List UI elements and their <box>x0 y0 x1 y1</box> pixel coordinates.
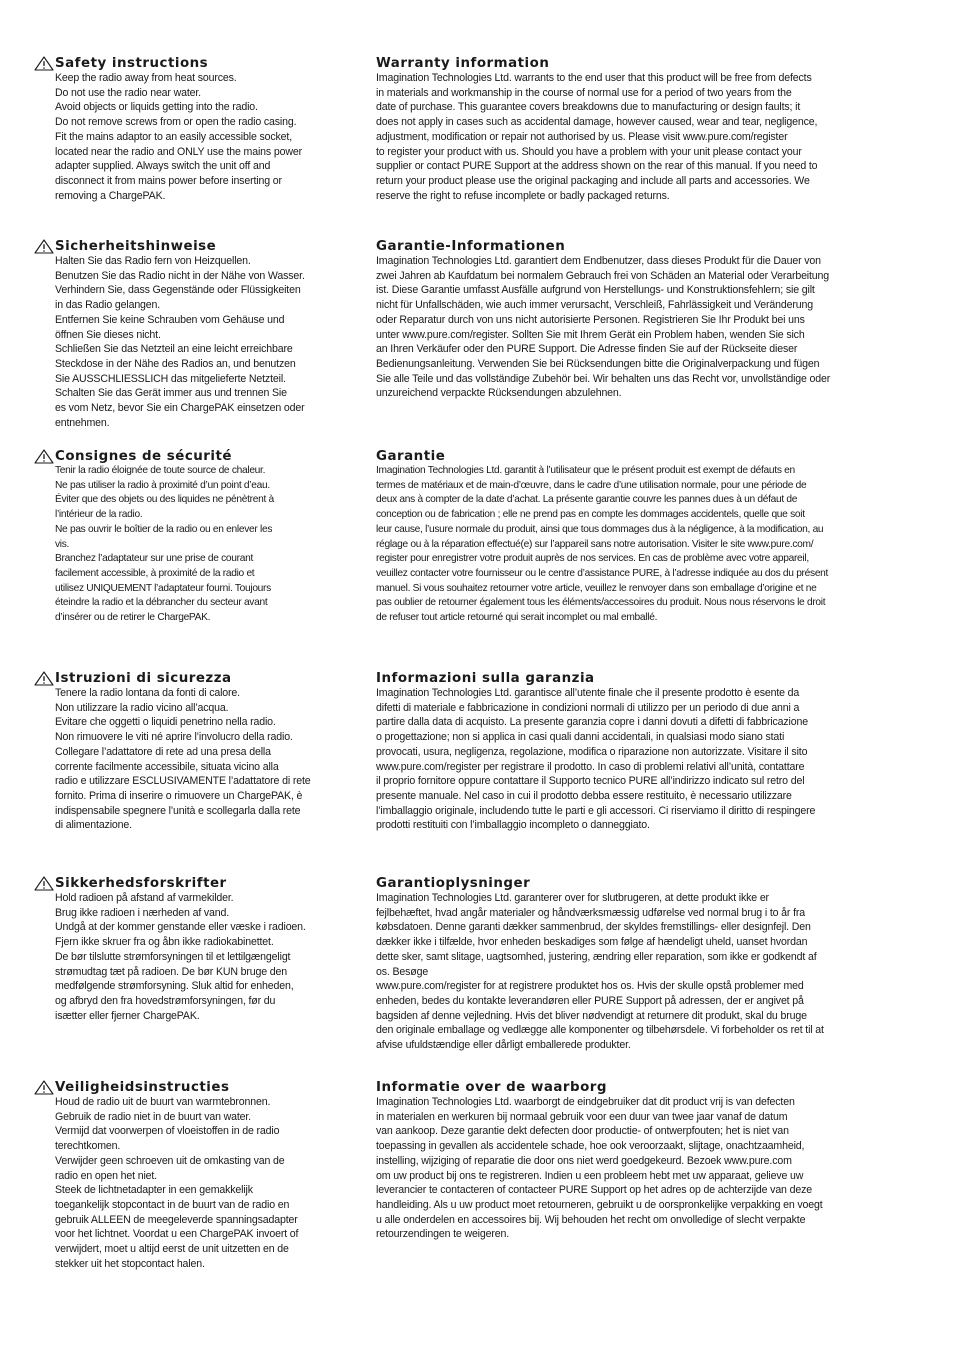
safety-text-fr: Tenir la radio éloignée de toute source de chaleur. Ne pas utiliser la radio à proximité d’un point d’eau. Éviter que des objets ou des liquides ne pénètrent à l’intérieur de la radio. Ne pas ouvrir le boîtier de la radio ou en enlever les vis. Branchez l’adaptateur sur une prise de courant facilement accessible, à proximité de la radio et utilisez UNIQUEMENT l’adaptateur fourni. Toujours éteindre la radio et la débrancher du secteur avant d’insérer ou de retirer le ChargePAK. <box>55 465 274 624</box>
safety-text-de: Halten Sie das Radio fern von Heizquellen. Benutzen Sie das Radio nicht in der Nähe von Wasser. Verhindern Sie, dass Gegenstände oder Flüssigkeiten in das Radio gelangen. Entfernen Sie keine Schrauben vom Gehäuse und öffnen Sie dieses nicht. Schließen Sie das Netzteil an eine leicht erreichbare Steckdose in der Nähe des Radios an, und benutzen Sie AUSSCHLIESSLICH das mitgelieferte Netzteil. Schalten Sie das Gerät immer aus und trennen Sie es vom Netz, bevor Sie ein ChargePAK einsetzen oder entnehmen. <box>55 255 305 429</box>
safety-text-it: Tenere la radio lontana da fonti di calore. Non utilizzare la radio vicino all’acqua. Evitare che oggetti o liquidi penetrino nella radio. Non rimuovere le viti né aprire l’involucro della radio. Collegare l’adattatore di rete ad una presa della corrente facilmente accessibile, situata vicino alla radio e utilizzare ESCLUSIVAMENTE l’adattatore di rete fornito. Prima di inserire o rimuovere un ChargePAK, è indispensabile spegnere l’unità e scollegarla dalla rete di alimentazione. <box>55 687 311 832</box>
safety-heading-de <box>34 239 346 254</box>
warning-icon <box>34 449 54 464</box>
safety-heading-en <box>34 56 346 71</box>
safety-heading-text: Veiligheidsinstructies <box>55 1080 230 1095</box>
safety-heading-text: Consignes de sécurité <box>55 449 232 464</box>
safety-text-en: Keep the radio away from heat sources. Do not use the radio near water. Avoid objects or liquids getting into the radio. Do not remove screws from or open the radio casing. Fit the mains adaptor to an easily accessible socket, located near the radio and ONLY use the mains power adapter supplied. Always switch the unit off and disconnect it from mains power before inserting or removing a ChargePAK. <box>55 72 302 202</box>
safety-heading-da <box>34 876 346 891</box>
warranty-text-it: Imagination Technologies Ltd. garantisce all’utente finale che il presente prodotto è esente da difetti di materiale e fabbricazione in condizioni normali di utilizzo per un periodo di due anni a partire dalla data di acquisto. La presente garanzia copre i danni dovuti a difetti di fabbricazione o progettazione; non si applica in casi quali danni accidentali, in qualsiasi modo siano stati provocati, usura, negligenza, regolazione, modifica o riparazione non autorizzate. Visitare il sito www.pure.com/register per registrare il prodotto. In caso di problemi relativi all’unità, contattare il proprio fornitore oppure contattare il Supporto tecnico PURE all’indirizzo indicato sul retro del presente manuale. Nel caso in cui il prodotto debba essere restituito, è necessario utilizzare l’imballaggio originale, includendo tutte le parti e gli accessori. Ci riserviamo il diritto di respingere prodotti restituiti con l’imballaggio incompleto o danneggiato. <box>376 687 816 832</box>
warranty-text-en: Imagination Technologies Ltd. warrants to the end user that this product will be free from defects in materials and workmanship in the course of normal use for a period of two years from the date of purchase. This guarantee covers breakdowns due to manufacturing or design faults; it does not apply in cases such as accidental damage, however caused, wear and tear, negligence, adjustment, modification or repair not authorised by us. Please visit www.pure.com/register to register your product with us. Should you have a problem with your unit please contact your supplier or contact PURE Support at the address shown on the rear of this manual. If you need to return your product please use the original packaging and include all parts and accessories. We reserve the right to refuse incomplete or badly packaged returns. <box>376 72 818 202</box>
warranty-heading-de: Garantie-Informationen <box>376 239 566 254</box>
safety-section-de <box>34 239 346 430</box>
safety-section-fr <box>34 449 346 626</box>
safety-heading-fr <box>34 449 346 464</box>
safety-section-it <box>34 671 346 833</box>
safety-section-en <box>34 56 346 203</box>
safety-heading-text: Sikkerhedsforskrifter <box>55 876 227 891</box>
warranty-heading-fr: Garantie <box>376 449 446 464</box>
safety-heading-text: Sicherheitshinweise <box>55 239 217 254</box>
warning-icon <box>34 239 54 254</box>
warranty-text-de: Imagination Technologies Ltd. garantiert dem Endbenutzer, dass dieses Produkt für die Dauer von zwei Jahren ab Kaufdatum bei normalem Gebrauch frei von Schäden an Material oder Verarbeitung ist. Diese Garantie umfasst Ausfälle aufgrund von Herstellungs- und Konstruktionsfehlern; sie gilt nicht für Unfallschäden, wie auch immer verursacht, Verschleiß, Fahrlässigkeit und Veränderung oder Reparatur durch von uns nicht autorisierte Personen. Registrieren Sie Ihr Produkt bei uns unter www.pure.com/register. Sollten Sie mit Ihrem Gerät ein Problem haben, wenden Sie sich an Ihren Verkäufer oder den PURE Support. Die Adresse finden Sie auf der Rückseite dieser Bedienungsanleitung. Verwenden Sie bei Rücksendungen bitte die Originalverpackung und fügen Sie alle Teile und das vollständige Zubehör bei. Wir behalten uns das Recht vor, unvollständige oder unzureichend verpackte Rücksendungen abzulehnen. <box>376 255 831 400</box>
safety-heading-text: Istruzioni di sicurezza <box>55 671 232 686</box>
warranty-heading-it: Informazioni sulla garanzia <box>376 671 595 686</box>
warranty-text-fr: Imagination Technologies Ltd. garantit à l’utilisateur que le présent produit est exempt de défauts en termes de matériaux et de main-d’œuvre, dans le cadre d’une utilisation normale, pour une période de deux ans à compter de la date d’achat. La présente garantie couvre les pannes dues à un défaut de conception ou de fabrication ; elle ne prend pas en compte les dommages accidentels, quelle que soit leur cause, l’usure normale du produit, ainsi que tous dommages dus à la négligence, à la modification, au réglage ou à la réparation effectué(e) sur l’appareil sans notre autorisation. Visiter le site www.pure.com/ register pour enregistrer votre produit auprès de nos services. En cas de problème avec votre appareil, veuillez contacter votre fournisseur ou le centre d’assistance PURE, à l’adresse indiquée au dos du présent manuel. Si vous souhaitez retourner votre article, veuillez le renvoyer dans son emballage d’origine et ne pas oublier de retourner également tous les éléments/accessoires du produit. Nous nous réservons le droit de refuser tout article retourné qui serait incomplet ou mal emballé. <box>376 465 829 624</box>
warranty-text-da: Imagination Technologies Ltd. garanterer over for slutbrugeren, at dette produkt ikke er fejlbehæftet, hvad angår materialer og håndværksmæssig udførelse ved normal brug i to år fra købsdatoen. Denne garanti dækker sammenbrud, der skyldes fremstillings- eller designfejl. Den dækker ikke i tilfælde, hvor enheden beskadiges som følge af hændeligt uheld, uanset hvordan dette sker, samt slitage, uagtsomhed, justering, ændring eller reparation, som ikke er godkendt af os. Besøge www.pure.com/register for at registrere produktet hos os. Hvis der skulle opstå problemer med enheden, bedes du kontakte leverandøren eller PURE Support på adressen, der er angivet på bagsiden af denne vejledning. Hvis det bliver nødvendigt at returnere dit produkt, skal du bruge den originale emballage og vedlægge alle komponenter og tilbehørsdele. Vi forbeholder os ret til at afvise ufuldstændige eller dårligt emballerede produkter. <box>376 892 824 1052</box>
safety-heading-it <box>34 671 346 686</box>
safety-text-da: Hold radioen på afstand af varmekilder. Brug ikke radioen i nærheden af vand. Undgå at der kommer genstande eller væske i radioen. Fjern ikke skruer fra og åbn ikke radiokabinettet. De bør tilslutte strømforsyningen til et lettilgængeligt strømudtag tæt på radioen. De bør KUN bruge den medfølgende strømforsyning. Sluk altid for enheden, og afbryd den fra hovedstrømforsyningen, før du isætter eller fjerner ChargePAK. <box>55 892 306 1022</box>
safety-section-nl <box>34 1080 346 1271</box>
warning-icon <box>34 1080 54 1095</box>
warranty-section-da <box>376 876 900 1053</box>
warranty-text-nl: Imagination Technologies Ltd. waarborgt de eindgebruiker dat dit product vrij is van defecten in materialen en werkuren bij normaal gebruik voor een duur van twee jaar vanaf de datum van aankoop. Deze garantie dekt defecten door productie- of ontwerpfouten; het is niet van toepassing in gevallen als accidentele schade, hoe ook veroorzaakt, slijtage, onachtzaamheid, instelling, wijziging of reparatie die door ons niet werd goedgekeurd. Bezoek www.pure.com om uw product bij ons te registreren. Indien u een probleem hebt met uw apparaat, gelieve uw leverancier te contacteren of contacteer PURE Support op het adres op de achterzijde van deze handleiding. Als u uw product moet retourneren, gebruikt u de oorspronkelijke verpakking en voegt u alle onderdelen en accessoires bij. Wij behouden het recht om onvolledige of slecht verpakte retourzendingen te weigeren. <box>376 1096 823 1241</box>
safety-heading-text: Safety instructions <box>55 56 209 71</box>
warranty-section-en <box>376 56 900 203</box>
warranty-section-nl <box>376 1080 900 1242</box>
safety-section-da <box>34 876 346 1023</box>
warranty-heading-nl: Informatie over de waarborg <box>376 1080 607 1095</box>
warranty-heading-en: Warranty information <box>376 56 550 71</box>
safety-text-nl: Houd de radio uit de buurt van warmtebronnen. Gebruik de radio niet in de buurt van water. Vermijd dat voorwerpen of vloeistoffen in de radio terechtkomen. Verwijder geen schroeven uit de omkasting van de radio en open het niet. Steek de lichtnetadapter in een gemakkelijk toegankelijk stopcontact in de buurt van de radio en gebruik ALLEEN de meegeleverde spanningsadapter voor het lichtnet. Voordat u een ChargePAK invoert of verwijdert, moet u altijd eerst de unit uitzetten en de stekker uit het stopcontact halen. <box>55 1096 299 1270</box>
safety-heading-nl <box>34 1080 346 1095</box>
warning-icon <box>34 671 54 686</box>
warning-icon <box>34 876 54 891</box>
warranty-section-it <box>376 671 900 833</box>
warranty-section-fr <box>376 449 900 626</box>
warranty-section-de <box>376 239 900 401</box>
warranty-heading-da: Garantioplysninger <box>376 876 531 891</box>
warning-icon <box>34 56 54 71</box>
